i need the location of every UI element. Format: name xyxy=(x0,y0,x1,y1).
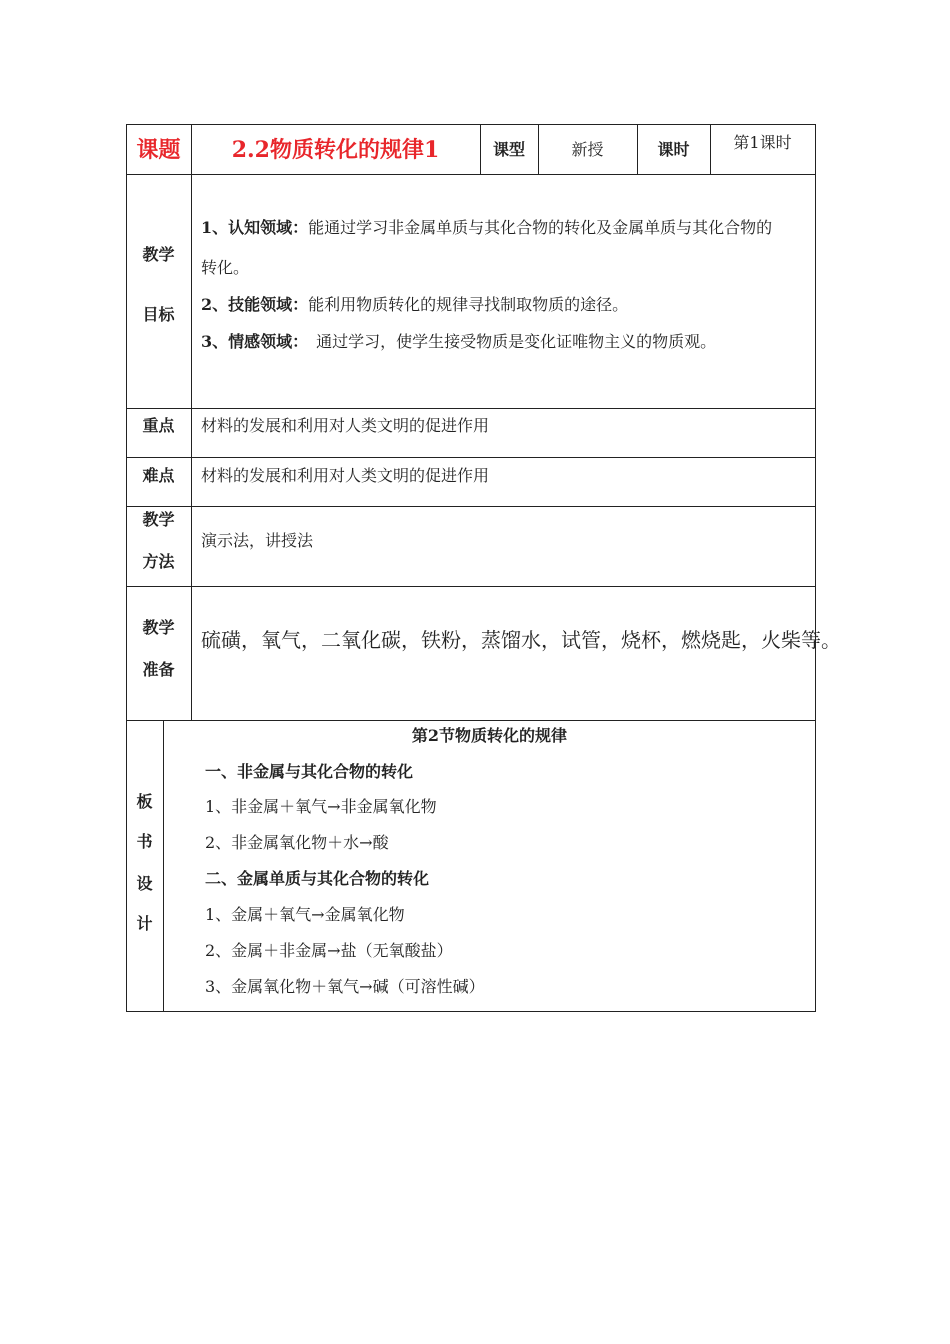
table-border-right xyxy=(815,124,816,1012)
board-section-1: 一、非金属与其化合物的转化 xyxy=(205,762,414,781)
board-label-char: 设 xyxy=(136,874,153,893)
type-label: 课型 xyxy=(492,140,525,159)
board-label-char: 书 xyxy=(136,832,153,851)
board-section-2: 二、金属单质与其化合物的转化 xyxy=(205,869,430,888)
board-item: 2、金属＋非金属→盐（无氧酸盐） xyxy=(205,941,453,960)
goal-item-2 xyxy=(201,295,628,315)
board-item: 2、非金属氧化物＋水→酸 xyxy=(205,833,389,852)
goal-item-3 xyxy=(201,332,716,352)
row-divider xyxy=(126,457,816,458)
difficulty-label: 难点 xyxy=(142,466,175,485)
board-label-char: 计 xyxy=(136,914,153,933)
goal-item-1-cont: 转化。 xyxy=(201,258,250,277)
method-text: 演示法，讲授法 xyxy=(201,531,314,550)
method-label-2: 方法 xyxy=(142,552,175,571)
divider xyxy=(163,720,164,1012)
goal-1-text: 能通过学习非金属单质与其化合物的转化及金属单质与其化合物的 xyxy=(308,218,773,237)
subject-label: 课题 xyxy=(136,137,181,163)
divider xyxy=(191,174,192,721)
table-border-bottom xyxy=(126,1011,816,1012)
board-item: 3、金属氧化物＋氧气→碱（可溶性碱） xyxy=(205,977,485,996)
type-value: 新授 xyxy=(571,140,604,159)
board-item: 1、非金属＋氧气→非金属氧化物 xyxy=(205,797,437,816)
board-item: 1、金属＋氧气→金属氧化物 xyxy=(205,905,405,924)
goal-3-prefix: 3、情感领域： xyxy=(201,332,309,351)
board-title: 第2节物质转化的规律 xyxy=(411,726,568,745)
key-point-text: 材料的发展和利用对人类文明的促进作用 xyxy=(201,416,490,435)
prep-label-2: 准备 xyxy=(142,660,175,679)
board-label-char: 板 xyxy=(136,792,153,811)
goal-item-1 xyxy=(201,218,772,238)
row-divider xyxy=(126,408,816,409)
goal-3-text: 通过学习，使学生接受物质是变化证唯物主义的物质观。 xyxy=(316,332,717,351)
key-point-label: 重点 xyxy=(142,416,175,435)
prep-text: 硫磺，氧气，二氧化碳，铁粉，蒸馏水，试管，烧杯，燃烧匙，火柴等。 xyxy=(201,628,841,652)
difficulty-text: 材料的发展和利用对人类文明的促进作用 xyxy=(201,466,490,485)
goals-label-2: 目标 xyxy=(142,305,175,324)
row-divider xyxy=(126,174,816,175)
period-value: 第1课时 xyxy=(733,133,792,152)
goal-2-text: 能利用物质转化的规律寻找制取物质的途径。 xyxy=(308,295,629,314)
row-divider xyxy=(126,586,816,587)
period-label: 课时 xyxy=(657,140,690,159)
goal-2-prefix: 2、技能领域： xyxy=(201,295,309,314)
row-divider xyxy=(126,506,816,507)
table-border-top xyxy=(126,124,816,125)
lesson-title: 2.2物质转化的规律1 xyxy=(231,137,440,163)
prep-label-1: 教学 xyxy=(142,618,175,637)
goal-1-prefix: 1、认知领域： xyxy=(201,218,309,237)
method-label-1: 教学 xyxy=(142,510,175,529)
goals-label-1: 教学 xyxy=(142,245,175,264)
row-divider xyxy=(126,720,816,721)
